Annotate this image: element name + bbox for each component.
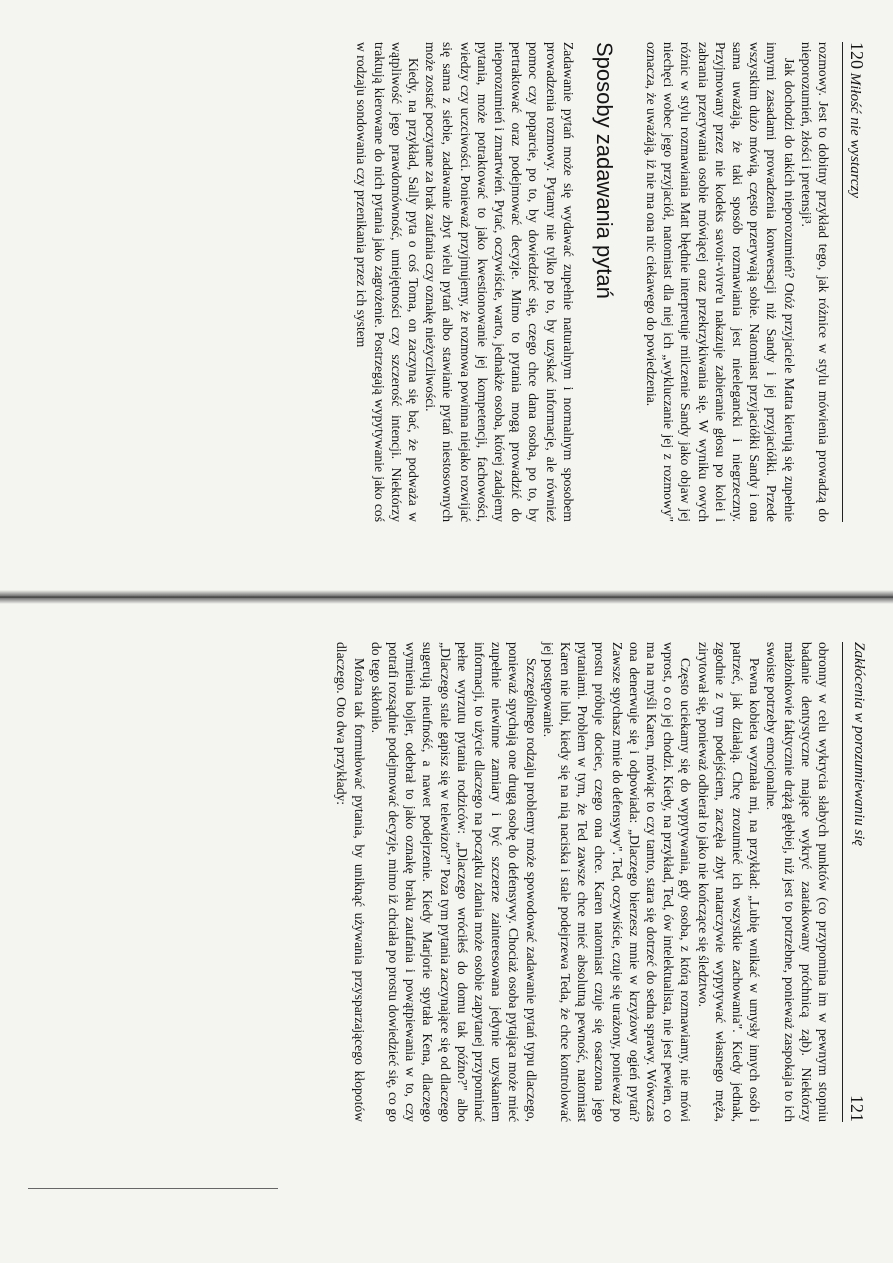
paragraph: Jak dochodzi do takich nieporozumień? Otóż przyjaciele Matta kierują się zupełnie innymi zasadami prowadzenia konwersacji niż Sandy i jej przyjaciółki. Przede wszystkim dużo mówią, często przerywają sobie. Natomiast przyjaciółki Sandy i ona sama uważają, że taki sposób rozmawiania jest nieelegancki i niegrzeczny. Przyjmowany przez nie kodeks savoir-vivre'u nakazuje zabieranie głosu po kolei i zabrania przerywania osobie mówiącej oraz przekrzykiwania się. W wyniku owych różnic w stylu rozmawiania Matt błędnie interpretuje milczenie Sandy jako objaw jej niechęci wobec jego przyjaciół, natomiast dla niej ich „wykluczanie jej z rozmowy" oznacza, że uważają, iż nie ma ona nic ciekawego do powiedzenia. <box>643 42 797 522</box>
running-title: Miłość nie wystarczy <box>847 72 863 199</box>
paragraph: Kiedy, na przykład, Sally pyta o coś Toma, on zaczyna się bać, że podważa w wątpliwość jego prawdomówność, umiejętności czy szczerość intencji. Niektórzy traktują kierowane do nich pytania jako zagrożenie. Postrzegają wypytywanie jako coś w rodzaju sondowania czy przenikania przez ich system <box>354 42 421 522</box>
page-header <box>842 42 867 522</box>
paragraph: Szczególnego rodzaju problemy może spowodować zadawanie pytań typu dlaczego, ponieważ spychają one drugą osobę do defensywy. Chociaż osoba pytająca może mieć zupełnie niewinne zamiary i być szczerze zainteresowana jedynie uzyskaniem informacji, to użycie dlaczego na początku zdania może osobie zapytanej przypominać pełne wyrzutu pytania rodziców: „Dlaczego wróciłeś do domu tak późno?" albo „Dlaczego stale gapisz się w telewizor?" Poza tym pytania zaczynające się od dlaczego sugerują nieufność, a nawet podejrzenie. Kiedy Marjorie spytała Kena, dlaczego wymienia bojler, odebrał to jako oznakę braku zaufania i powątpiewania w to, czy potrafi rozsądnie podejmować decyzje, mimo iż chciała po prostu dowiedzieć się, co go do tego skłoniło. <box>368 642 539 1122</box>
running-title: Zakłócenia w porozumiewaniu się <box>851 642 867 847</box>
page-number: 121 <box>847 1095 867 1122</box>
footnote-rule <box>28 1188 278 1189</box>
paragraph: Często uciekamy się do wypytywania, gdy osoba, z którą rozmawiamy, nie mówi wprost, o co jej chodzi. Kiedy, na przykład, Ted, ów intelektualista, nie jest pewien, co ma na myśli Karen, mówiąc to czy tamto, stara się dotrzeć do sedna sprawy. Wówczas ona denerwuje się i odpowiada: „Dlaczego bierzesz mnie w krzyżowy ogień pytań? Zawsze spychasz mnie do defensywy". Ted, oczywiście, czuje się urażony, ponieważ po prostu próbuje dociec, czego ona chce. Karen natomiast czuje się osaczona jego pytaniami. Problem w tym, że Ted zawsze chce mieć absolutną pewność, natomiast Karen nie lubi, kiedy się na nią naciska i stale podejrzewa Teda, że chce kontrolować jej postępowanie. <box>540 642 694 1122</box>
paragraph: Można tak formułować pytania, by uniknąć używania przysparzającego kłopotów dlaczego. Oto dwa przykłady: <box>334 642 367 1122</box>
left-page <box>0 0 893 570</box>
paragraph: obronny w celu wykrycia słabych punktów (co przypomina im w pewnym stopniu badanie dentystyczne mające wykryć zaatakowany próchnicą ząb). Niektórzy małżonkowie faktycznie drążą głębiej, niż jest to potrzebne, ponieważ zaspokaja to ich swoiste potrzeby emocjonalne. <box>764 642 831 1122</box>
section-heading: Sposoby zadawania pytań <box>591 42 617 299</box>
paragraph: Zadawanie pytań może się wydawać zupełnie naturalnym i normalnym sposobem prowadzenia rozmowy. Pytamy nie tylko po to, by uzyskać informacje, ale również pomoc czy poparcie, po to, by dowiedzieć się, czego chce dana osoba, po to, by pertraktować oraz podejmować decyzje. Mimo to pytania mogą prowadzić do nieporozumień i zmartwień. Pytać, oczywiście, warto, jednakże osoba, której zadajemy pytania, może potraktować to jako kwestionowanie jej kompetencji, fachowości, wiedzy czy uczciwości. Ponieważ przyjmujemy, że rozmowa powinna niejako rozwijać się sama z siebie, zadawanie zbyt wielu pytań albo stawianie pytań niestosownych może zostać poczytane za brak zaufania czy oznakę nieżyczliwości. <box>423 42 576 522</box>
page-header <box>842 642 867 1122</box>
paragraph: Pewna kobieta wyznała mi, na przykład: „Lubię wnikać w umysły innych osób i patrzeć, jak działają. Chcę zrozumieć ich wszystkie zachowania". Kiedy jednak, zgodnie z tym podejściem, zaczęła zbyt natarczywie wypytywać własnego męża, zirytował się, ponieważ odbierał to jako nie kończące się śledztwo. <box>695 642 763 1122</box>
paragraph: rozmowy. Jest to dobitny przykład tego, jak różnice w stylu mówienia prowadzą do nieporozumień, złości i pretensji³. <box>798 42 831 522</box>
right-page <box>0 600 893 1170</box>
page-number: 120 <box>847 42 867 69</box>
